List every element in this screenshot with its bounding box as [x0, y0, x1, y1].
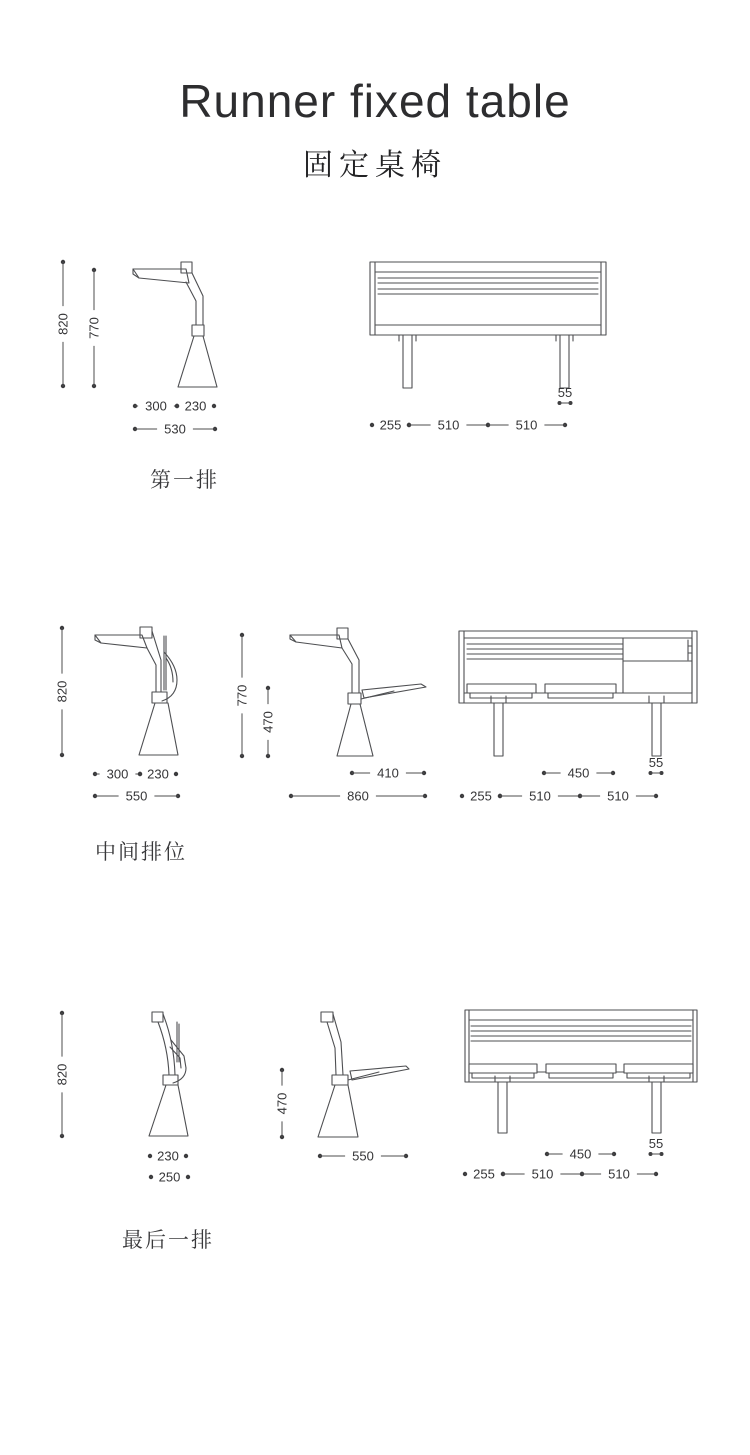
back-inner: [158, 1022, 169, 1075]
dim-label-row1-desk-height: 770: [86, 317, 102, 339]
right-leg: [652, 1082, 661, 1133]
arm-outer: [348, 639, 359, 693]
dim-row3-bay2: [580, 1167, 658, 1182]
desk-arm-inner: [186, 282, 196, 325]
page-title: Runner fixed table: [179, 75, 571, 127]
dim-label-row2-leg-width: 55: [648, 755, 664, 770]
seat-pan: [350, 1066, 409, 1080]
collar: [348, 693, 361, 704]
dim-row2-overall-height: [55, 626, 70, 757]
dim-row2-total-depth: [93, 789, 180, 804]
collar: [332, 1075, 348, 1085]
dim-row3-bay1: [501, 1167, 584, 1182]
dim-label-row1-top-depth: 300: [145, 398, 167, 414]
desk-top-cap: [140, 627, 152, 638]
folded-seat-front: [623, 638, 692, 693]
right-leg: [560, 335, 569, 388]
row2-front-view: [459, 631, 697, 756]
page-subtitle: 固定桌椅: [303, 149, 447, 182]
row3-front-view: [465, 1010, 697, 1133]
back-top-cap: [152, 1012, 163, 1022]
dim-label-row2-edge-to-leg: 255: [470, 788, 492, 804]
seat-pan-1: [467, 684, 536, 693]
dim-label-row2-back-depth: 230: [147, 766, 169, 782]
back-inner: [327, 1022, 336, 1075]
section-label-first-row: 第一排: [150, 469, 219, 492]
left-leg: [494, 703, 503, 756]
dim-row1-bay1: [407, 418, 490, 433]
dim-row3-base-depth: [149, 1170, 190, 1185]
dim-label-row3-seat-height: 470: [274, 1092, 290, 1115]
dim-label-row3-unit-depth: 550: [352, 1148, 374, 1164]
dim-label-row1-leg-width: 55: [557, 385, 573, 400]
arm-inner: [147, 648, 156, 692]
dim-row2-bay1: [498, 789, 582, 804]
dim-row3-seat-width: [545, 1147, 616, 1162]
dim-row3-seat-height: [275, 1068, 290, 1139]
dim-label-row2-seat-width: 450: [567, 765, 590, 781]
back-outer: [333, 1014, 343, 1075]
dim-row1-overall-height: [56, 260, 71, 388]
dim-row3-unit-depth: [318, 1149, 408, 1164]
dim-row2-seat-width: [542, 766, 615, 781]
cone-base: [318, 1085, 358, 1137]
collar: [163, 1075, 178, 1085]
dim-row1-top-depth: [133, 399, 179, 414]
dim-label-row1-overall-height: 820: [55, 313, 71, 335]
dim-label-row2-bay2: 510: [607, 788, 629, 804]
row2-desk-back-side-view: [95, 627, 178, 755]
row3-chair-folded-side-view: [149, 1012, 188, 1136]
panel-outer: [370, 262, 606, 335]
dim-row3-leg-width: [649, 1136, 664, 1156]
dim-label-row2-seat-height: 470: [260, 711, 276, 733]
dim-row2-bay2: [578, 789, 658, 804]
dim-row2-desk-height: [235, 633, 250, 758]
dim-label-row1-edge-to-leg: 255: [379, 417, 402, 433]
dim-row3-edge-to-leg: [463, 1167, 505, 1182]
dim-label-row2-desk-height: 770: [234, 684, 250, 707]
left-leg: [403, 335, 412, 388]
dim-label-row3-seat-width: 450: [569, 1146, 592, 1162]
row1-front-view: [370, 262, 606, 388]
dim-label-row1-bay1: 510: [437, 417, 460, 433]
dim-row2-edge-to-leg: [460, 789, 502, 804]
dim-label-row2-unit-depth: 860: [347, 788, 369, 804]
seat-bracket: [361, 691, 394, 699]
seat-pan-1: [469, 1064, 537, 1073]
dim-row2-back-depth: [138, 767, 178, 782]
dim-label-row3-base-width: 230: [157, 1148, 179, 1164]
seat-pan-2: [545, 684, 616, 693]
arm-inner: [342, 648, 352, 693]
dim-row2-leg-width: [649, 755, 664, 775]
desk-tabletop: [95, 635, 147, 648]
desk-top-cap: [337, 628, 348, 639]
dim-label-row2-top-depth: 300: [106, 766, 129, 782]
seat-pan-3: [624, 1064, 693, 1073]
dim-row1-desk-height: [87, 268, 102, 388]
desk-collar: [192, 325, 204, 336]
dim-row1-edge-to-leg: [370, 418, 411, 433]
back-top-cap: [321, 1012, 333, 1022]
dim-row2-unit-depth: [289, 789, 427, 804]
row2-desk-seat-side-view: [290, 628, 426, 756]
collar: [152, 692, 167, 703]
dim-row1-bay2: [486, 418, 567, 433]
dim-label-row3-base-depth: 250: [158, 1169, 181, 1185]
section-label-middle-row: 中间排位: [95, 841, 187, 864]
dim-row1-total-depth: [133, 422, 217, 437]
dim-label-row3-bay1: 510: [531, 1166, 554, 1182]
cone-base: [149, 1085, 188, 1136]
desk-arm-outer: [192, 273, 203, 325]
dim-label-row2-total-depth: 550: [125, 788, 148, 804]
dim-row2-seat-height: [261, 686, 276, 758]
dim-label-row3-leg-width: 55: [648, 1136, 664, 1151]
dim-label-row2-overall-height: 820: [54, 680, 70, 703]
left-leg: [498, 1082, 507, 1133]
dim-row3-base-width: [148, 1149, 188, 1164]
row3-chair-seat-side-view: [318, 1012, 409, 1137]
seat-pan-2: [546, 1064, 616, 1073]
dim-label-row3-overall-height: 820: [54, 1063, 70, 1086]
dim-label-row3-edge-to-leg: 255: [473, 1166, 495, 1182]
dim-label-row3-bay2: 510: [608, 1166, 630, 1182]
desk-tabletop: [290, 635, 342, 648]
row1-desk-side-view: [133, 262, 217, 387]
dim-row2-seat-depth: [350, 766, 426, 781]
desk-cone-base: [178, 336, 217, 387]
cone-base: [139, 703, 178, 755]
right-leg: [652, 703, 661, 756]
cone-base: [337, 704, 373, 756]
dim-row3-overall-height: [55, 1011, 70, 1138]
dim-row1-leg-width: [558, 385, 573, 405]
section-label-last-row: 最后一排: [122, 1229, 214, 1252]
dim-label-row1-bay2: 510: [515, 417, 538, 433]
dim-label-row2-bay1: 510: [529, 788, 551, 804]
dim-row2-top-depth: [93, 767, 142, 782]
dim-row1-back-depth: [175, 399, 216, 414]
dim-label-row1-back-depth: 230: [184, 398, 207, 414]
dim-label-row2-seat-depth: 410: [377, 765, 399, 781]
dim-label-row1-total-depth: 530: [164, 421, 186, 437]
